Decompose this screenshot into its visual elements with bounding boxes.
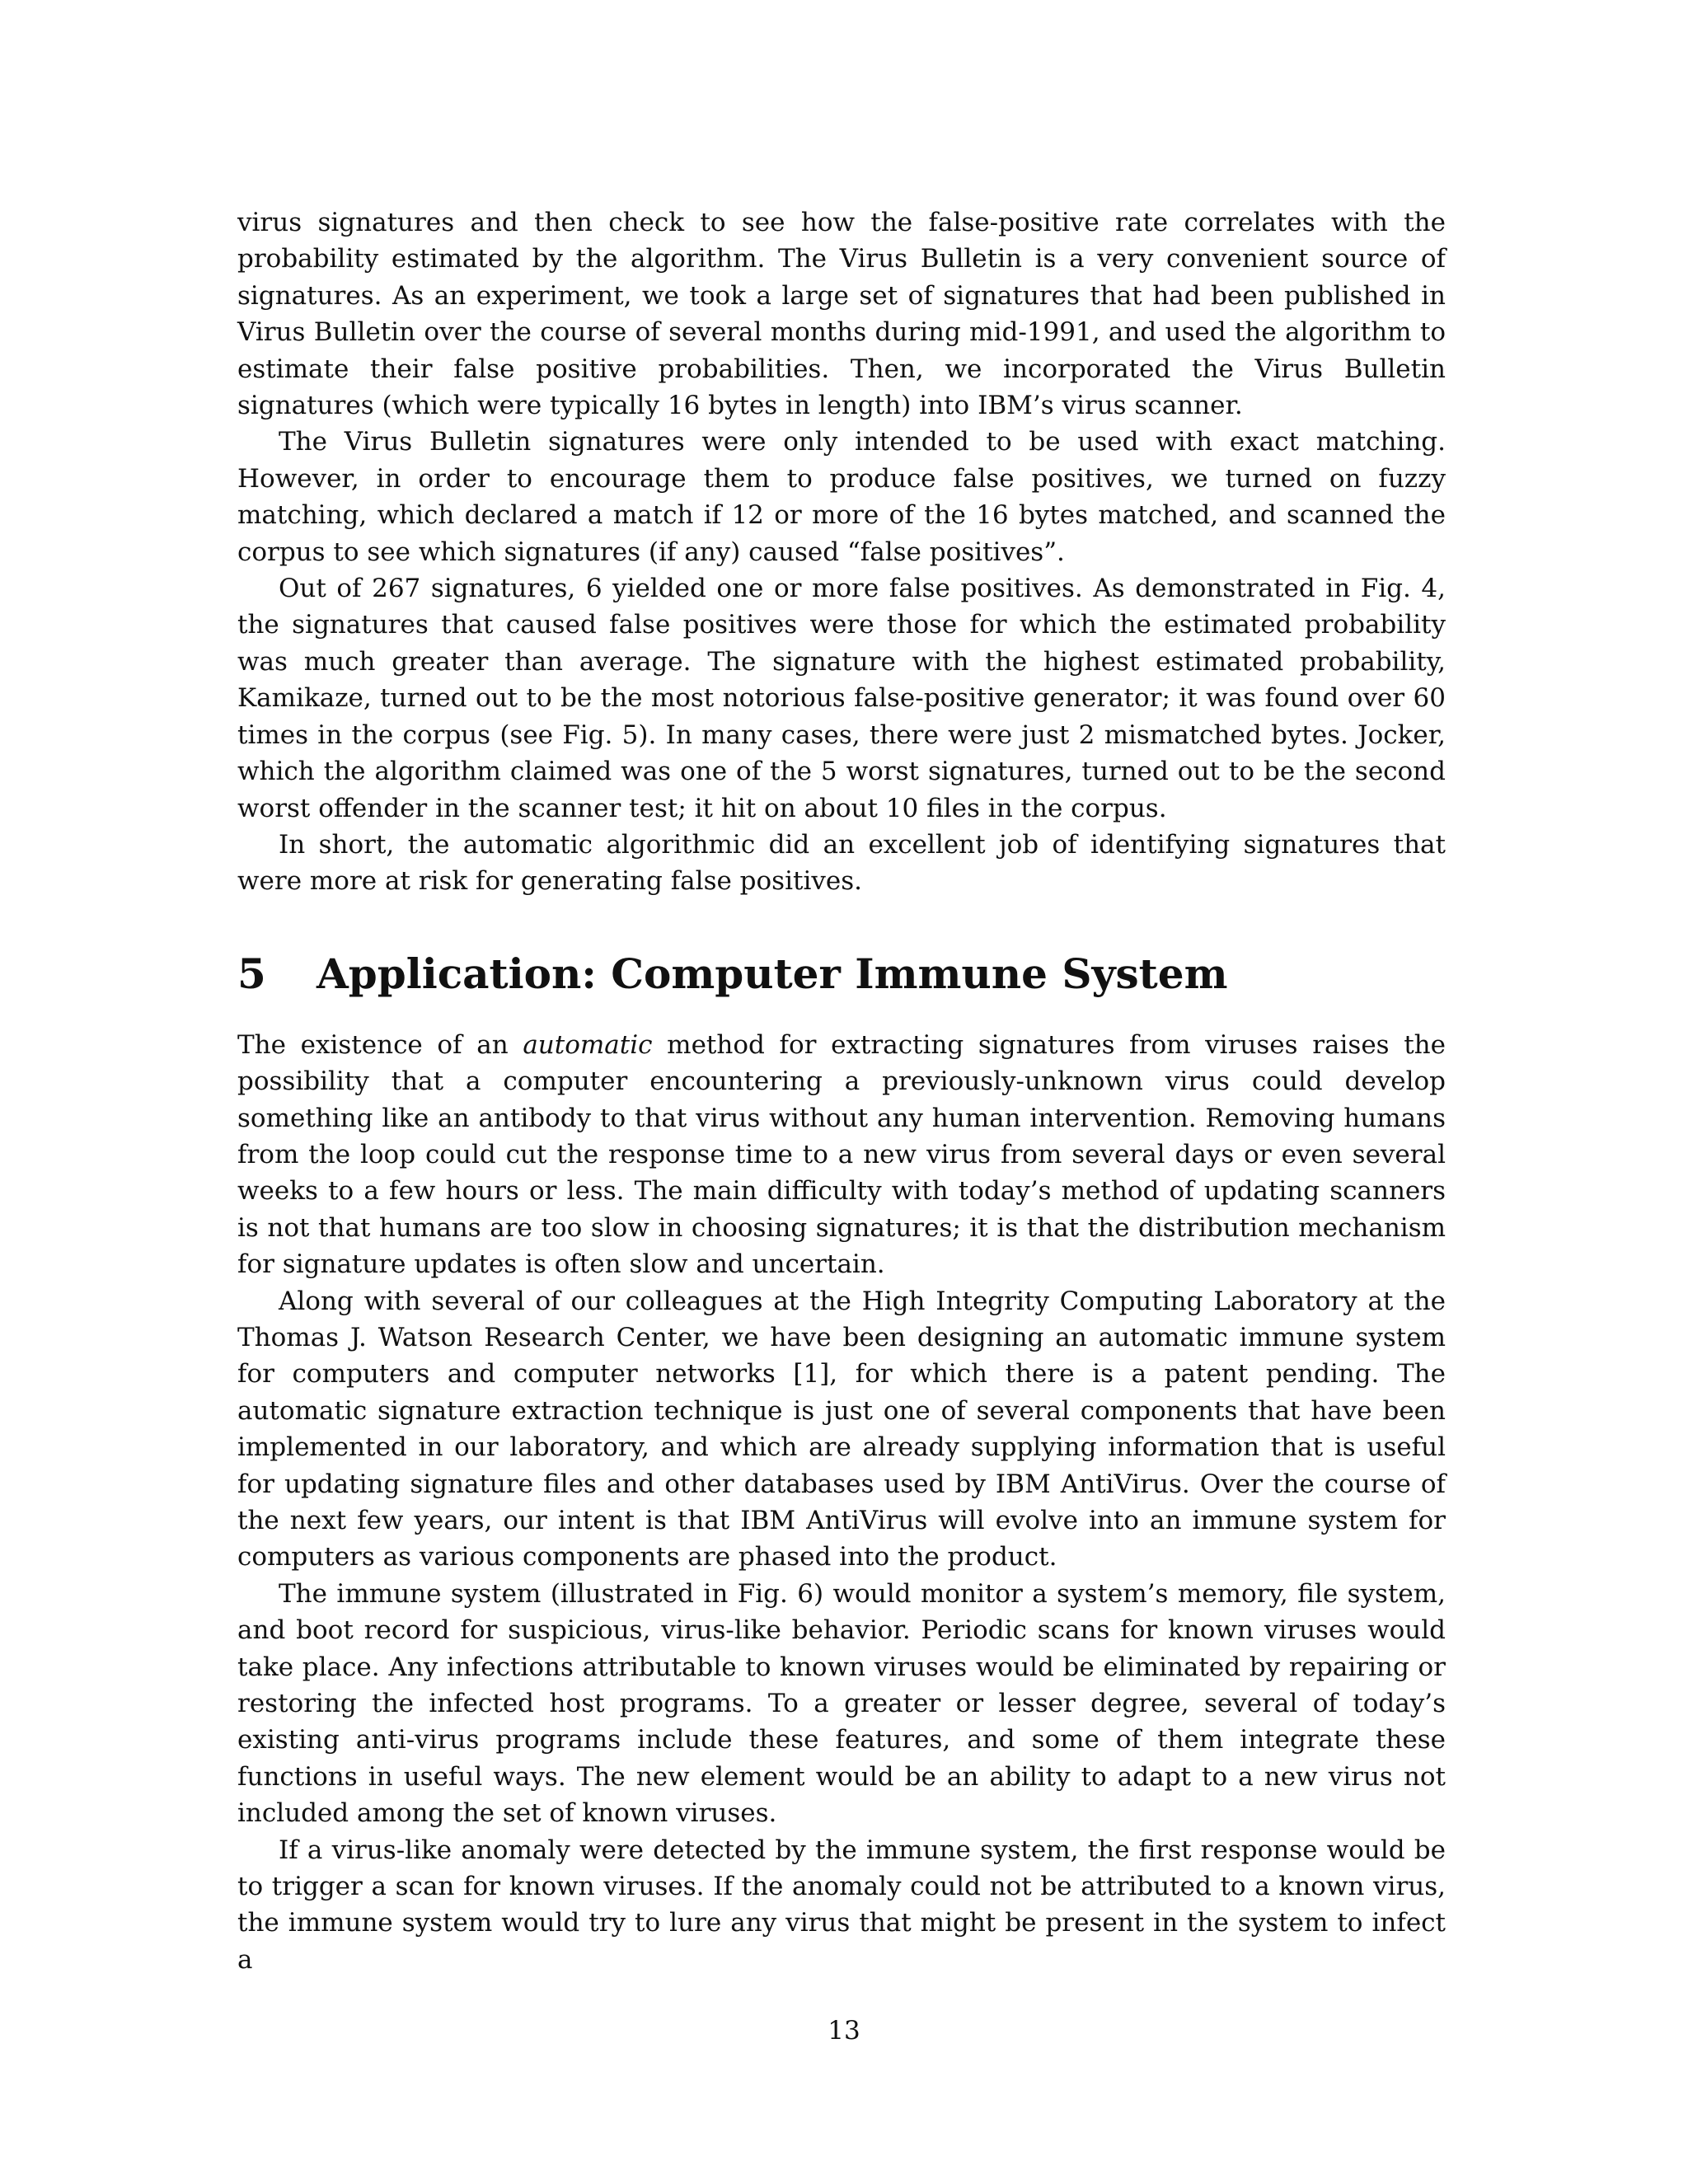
section-title: Application: Computer Immune System — [316, 949, 1228, 998]
page-body — [237, 204, 1446, 1978]
paragraph-false-positive-results: Out of 267 signatures, 6 yielded one or more false positives. As demonstrated in Fig. 4, the signatures that caused false positives were those for which the estimated probability was much greater than average. The signature with the highest estimated probability, Kamikaze, turned out to be the most notorious false-positive generator; it was found over 60 times in the corpus (see Fig. 5). In many cases, there were just 2 mismatched bytes. Jocker, which the algorithm claimed was one of the 5 worst signatures, turned out to be the second worst offender in the scanner test; it hit on about 10 files in the corpus. — [237, 574, 1446, 823]
paragraph-summary: In short, the automatic algorithmic did an excellent job of identifying signatures that were more at risk for generating false positives. — [237, 829, 1446, 897]
paragraph-fuzzy-matching: The Virus Bulletin signatures were only intended to be used with exact matching. However, in order to encourage them to produce false positives, we turned on fuzzy matching, which declared a match if 12 or more of the 16 bytes matched, and scanned the corpus to see which signatures (if any) caused “false positives”. — [237, 427, 1446, 567]
paragraph-automatic-method-body: method for extracting signatures from viruses raises the possibility that a computer encountering a previously-unknown virus could develop something like an antibody to that virus without any human intervention. Removing humans from the loop could cut the response time to a new virus from several days or even several weeks to a few hours or less. The main difficulty with today’s method of updating scanners is not that humans are too slow in choosing signatures; it is that the distribution mechanism for signature updates is often slow and uncertain. — [237, 1029, 1446, 1280]
paragraph-immune-system-design: Along with several of our colleagues at the High Integrity Computing Laboratory at the Thomas J. Watson Research Center, we have been designing an automatic immune system for computers and computer networks [1], for which there is a patent pending. The automatic signature extraction technique is just one of several components that have been implemented in our laboratory, and which are already supplying information that is useful for updating signature files and other databases used by IBM AntiVirus. Over the course of the next few years, our intent is that IBM AntiVirus will evolve into an immune system for computers as various components are phased into the product. — [237, 1286, 1446, 1572]
section-number: 5 — [237, 949, 266, 998]
paragraph-virus-bulletin-experiment: virus signatures and then check to see how the false-positive rate correlates with the probability estimated by the algorithm. The Virus Bulletin is a very convenient source of signatures. As an experiment, we took a large set of signatures that had been published in Virus Bulletin over the course of several months during mid-1991, and used the algorithm to estimate their false positive probabilities. Then, we incorporated the Virus Bulletin signatures (which were typically 16 bytes in length) into IBM’s virus scanner. — [237, 208, 1446, 421]
section-heading — [237, 948, 1446, 1001]
paragraph-automatic-method-lead: The existence of an — [237, 1029, 523, 1060]
paragraph-automatic-method — [237, 1027, 1446, 1283]
paragraph-anomaly-response: If a virus-like anomaly were detected by the immune system, the first response would be to trigger a scan for known viruses. If the anomaly could not be attributed to a known virus, the immune system would try to lure any virus that might be present in the system to infect a — [237, 1835, 1446, 1975]
paragraph-immune-system-monitoring: The immune system (illustrated in Fig. 6) would monitor a system’s memory, file system, and boot record for suspicious, virus-like behavior. Periodic scans for known viruses would take place. Any infections attributable to known viruses would be eliminated by repairing or restoring the infected host programs. To a greater or lesser degree, several of today’s existing anti-virus programs include these features, and some of them integrate these functions in useful ways. The new element would be an ability to adapt to a new virus not included among the set of known viruses. — [237, 1578, 1446, 1829]
page-number: 13 — [828, 2016, 860, 2046]
emphasis-automatic: automatic — [523, 1029, 653, 1060]
